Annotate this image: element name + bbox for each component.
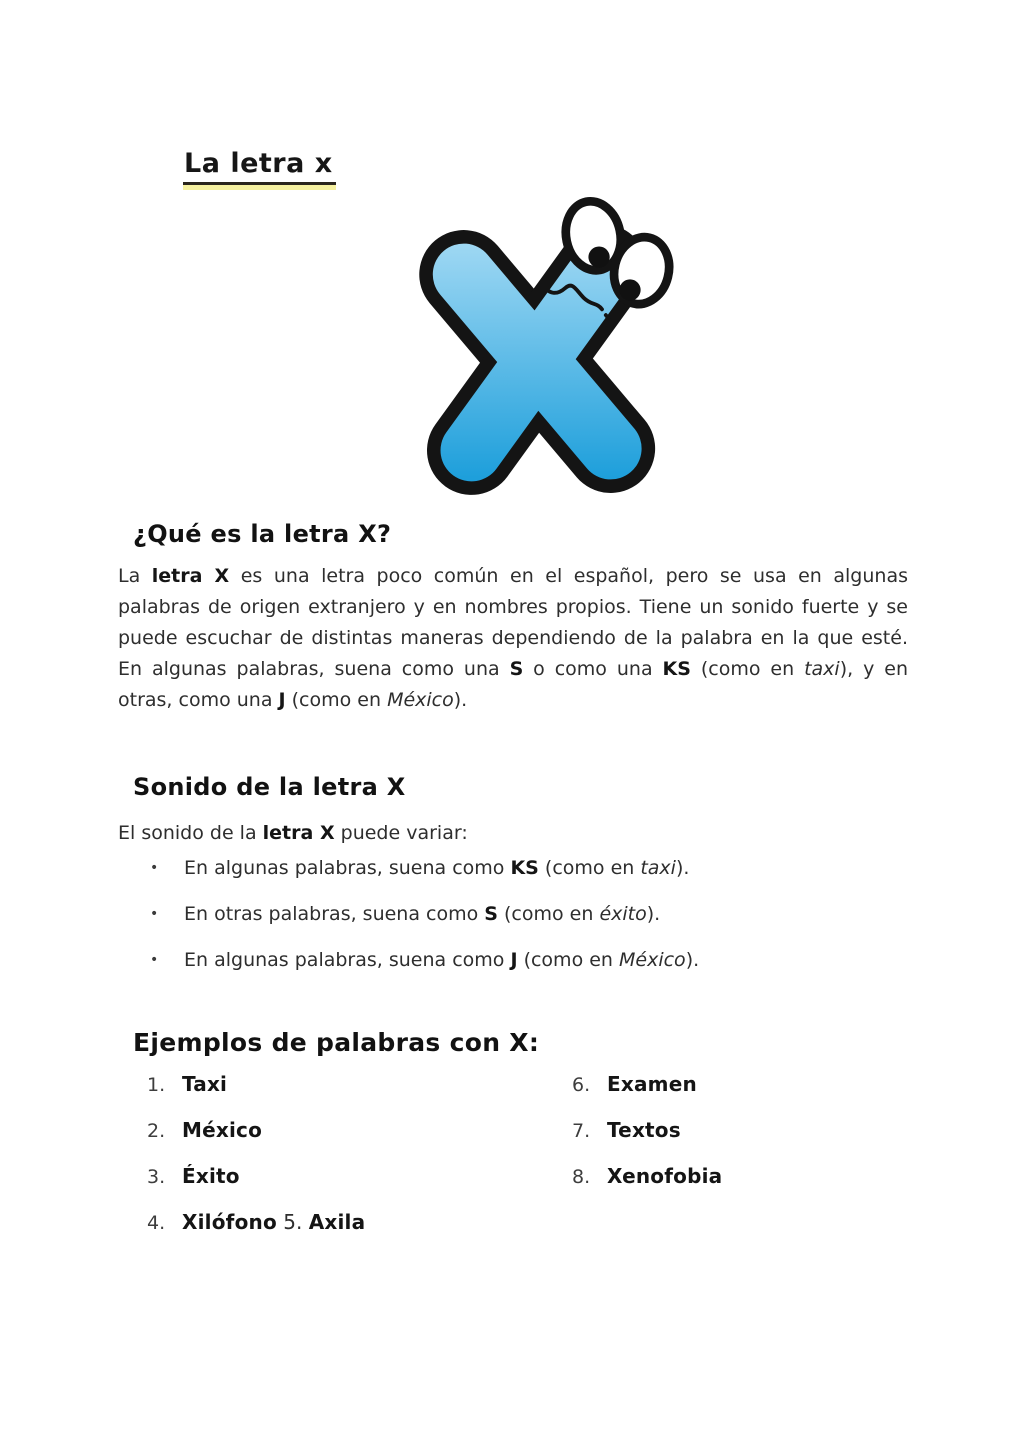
example-item bbox=[147, 1164, 547, 1210]
example-number: 8. bbox=[572, 1166, 591, 1188]
section-heading-ejemplos: Ejemplos de palabras con X: bbox=[133, 1028, 540, 1057]
example-item bbox=[147, 1210, 547, 1256]
example-word: Xilófono 5. Axila bbox=[182, 1210, 366, 1234]
section-heading-sonido: Sonido de la letra X bbox=[133, 773, 406, 801]
example-item bbox=[147, 1072, 547, 1118]
bullet-item bbox=[150, 903, 870, 949]
bullet-item bbox=[150, 857, 870, 903]
bullet-text: En algunas palabras, suena como KS (como en taxi). bbox=[184, 857, 690, 879]
bullet-icon: • bbox=[150, 906, 159, 922]
cartoon-letter-x bbox=[398, 193, 688, 501]
bullet-item bbox=[150, 949, 870, 995]
x-right-pupil bbox=[619, 279, 640, 300]
sonido-lead: El sonido de la letra X puede variar: bbox=[118, 822, 468, 844]
example-number: 4. bbox=[147, 1212, 166, 1234]
example-word: Xenofobia bbox=[607, 1164, 723, 1188]
bullet-text: En otras palabras, suena como S (como en éxito). bbox=[184, 903, 661, 925]
bullet-icon: • bbox=[150, 860, 159, 876]
example-number: 3. bbox=[147, 1166, 166, 1188]
example-item bbox=[572, 1072, 902, 1118]
intro-paragraph: La letra X es una letra poco común en el español, pero se usa en algunas palabras de origen extranjero y en nombres propios. Tiene un sonido fuerte y se puede escuchar de distintas maneras dependiendo de la palabra en la que esté. En algunas palabras, suena como una S o como una KS (como en taxi), y en otras, como una J (como en México). bbox=[118, 565, 909, 711]
example-item bbox=[572, 1118, 902, 1164]
example-word: Éxito bbox=[182, 1164, 240, 1188]
page-title-text: La letra x bbox=[183, 148, 336, 185]
bullet-text: En algunas palabras, suena como J (como en México). bbox=[184, 949, 700, 971]
sonido-bullet-list bbox=[150, 857, 870, 995]
example-word: México bbox=[182, 1118, 263, 1142]
examples-column-left bbox=[147, 1072, 547, 1256]
example-number: 2. bbox=[147, 1120, 166, 1142]
example-number: 7. bbox=[572, 1120, 591, 1142]
example-number: 6. bbox=[572, 1074, 591, 1096]
example-number: 1. bbox=[147, 1074, 166, 1096]
page-title bbox=[183, 148, 336, 185]
examples-column-right bbox=[572, 1072, 902, 1210]
example-word: Textos bbox=[607, 1118, 681, 1142]
example-item bbox=[572, 1164, 902, 1210]
example-word: Taxi bbox=[182, 1072, 228, 1096]
section-heading-que-es: ¿Qué es la letra X? bbox=[133, 520, 392, 548]
letter-x-illustration bbox=[398, 193, 688, 501]
example-item bbox=[147, 1118, 547, 1164]
x-left-pupil bbox=[588, 246, 609, 267]
bullet-icon: • bbox=[150, 952, 159, 968]
example-word: Examen bbox=[607, 1072, 697, 1096]
